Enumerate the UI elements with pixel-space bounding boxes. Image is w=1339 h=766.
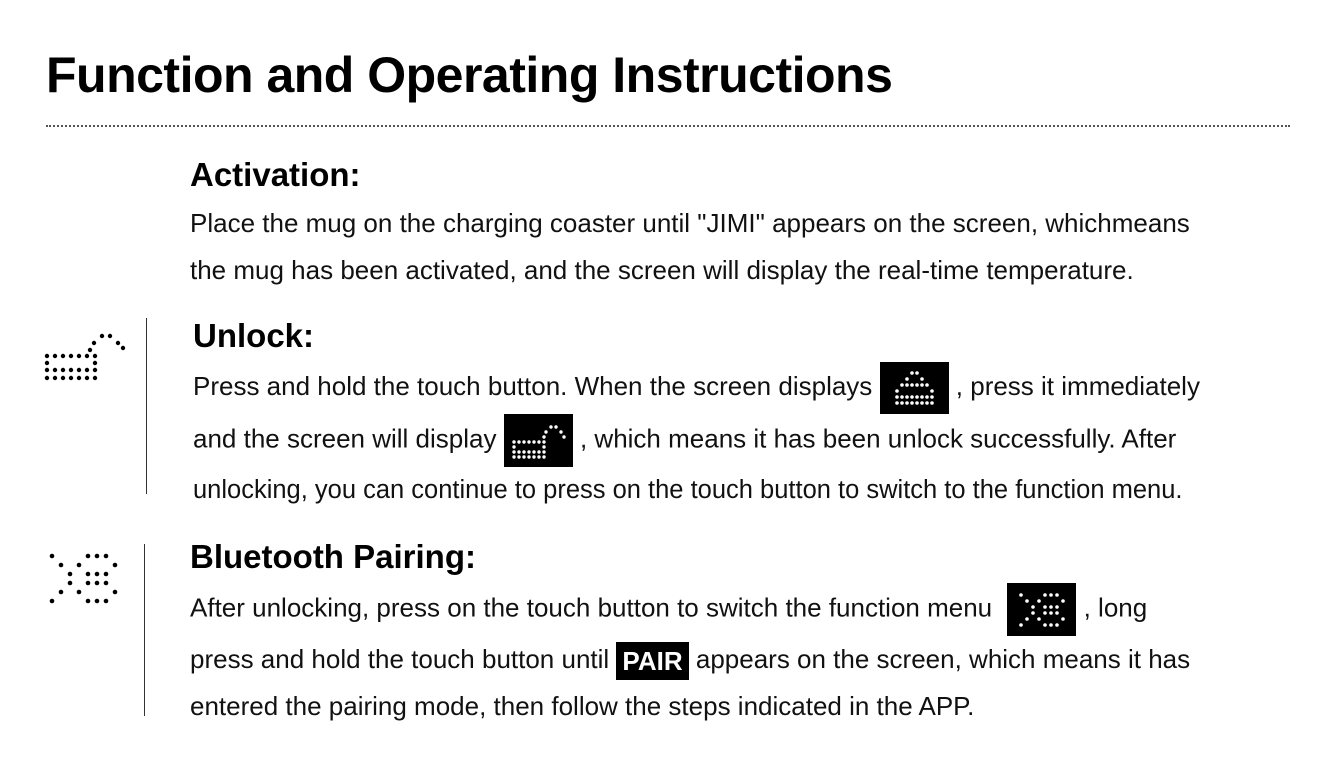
activation-heading: Activation: xyxy=(190,156,361,193)
bluetooth-screen-dot-matrix-icon xyxy=(1007,583,1076,636)
bluetooth-vertical-rule xyxy=(144,544,145,716)
bluetooth-text-line3: entered the pairing mode, then follow the steps indicated in the APP. xyxy=(190,691,975,721)
unlock-section xyxy=(193,316,1333,514)
activation-text-line1: Place the mug on the charging coaster until "JIMI" appears on the screen, whichmeans xyxy=(190,208,1190,238)
unlock-text-line1 xyxy=(193,362,1333,414)
lock-dot-matrix-icon xyxy=(880,362,949,414)
activation-text-line2: the mug has been activated, and the screen will display the real-time temperature. xyxy=(190,255,1134,285)
activation-section xyxy=(190,155,1190,294)
bluetooth-text-line1 xyxy=(190,583,1330,636)
unlock-dot-matrix-icon xyxy=(44,332,128,384)
bluetooth-text-line1-b: , long xyxy=(1083,592,1148,623)
bluetooth-text-line1-a: After unlocking, press on the touch button to switch the function menu xyxy=(190,592,993,623)
unlock-text-line3: unlocking, you can continue to press on the touch button to switch to the function menu. xyxy=(193,476,1183,504)
unlock-heading: Unlock: xyxy=(193,317,315,354)
unlock-text-line1-b: , press it immediately xyxy=(955,370,1200,401)
page-title: Function and Operating Instructions xyxy=(46,47,893,103)
bluetooth-heading: Bluetooth Pairing: xyxy=(190,538,476,575)
bluetooth-text-line2 xyxy=(190,636,1330,683)
unlock-text-line2 xyxy=(193,414,1333,467)
unlock-text-line2-a: and the screen will display xyxy=(193,423,497,454)
dotted-divider xyxy=(46,125,1290,127)
bluetooth-section xyxy=(190,537,1330,730)
unlock-text-line1-a: Press and hold the touch button. When the screen displays xyxy=(193,370,873,401)
bluetooth-text-line2-a: press and hold the touch button until xyxy=(190,644,610,674)
unlock-vertical-rule xyxy=(146,318,147,494)
unlock-screen-dot-matrix-icon xyxy=(504,414,573,467)
unlock-text-line2-b: , which means it has been unlock successfully. After xyxy=(579,423,1177,454)
bluetooth-text-line2-b: appears on the screen, which means it has xyxy=(695,644,1191,674)
bluetooth-dot-matrix-icon xyxy=(48,552,122,604)
pair-label-badge: PAIR xyxy=(616,642,688,680)
